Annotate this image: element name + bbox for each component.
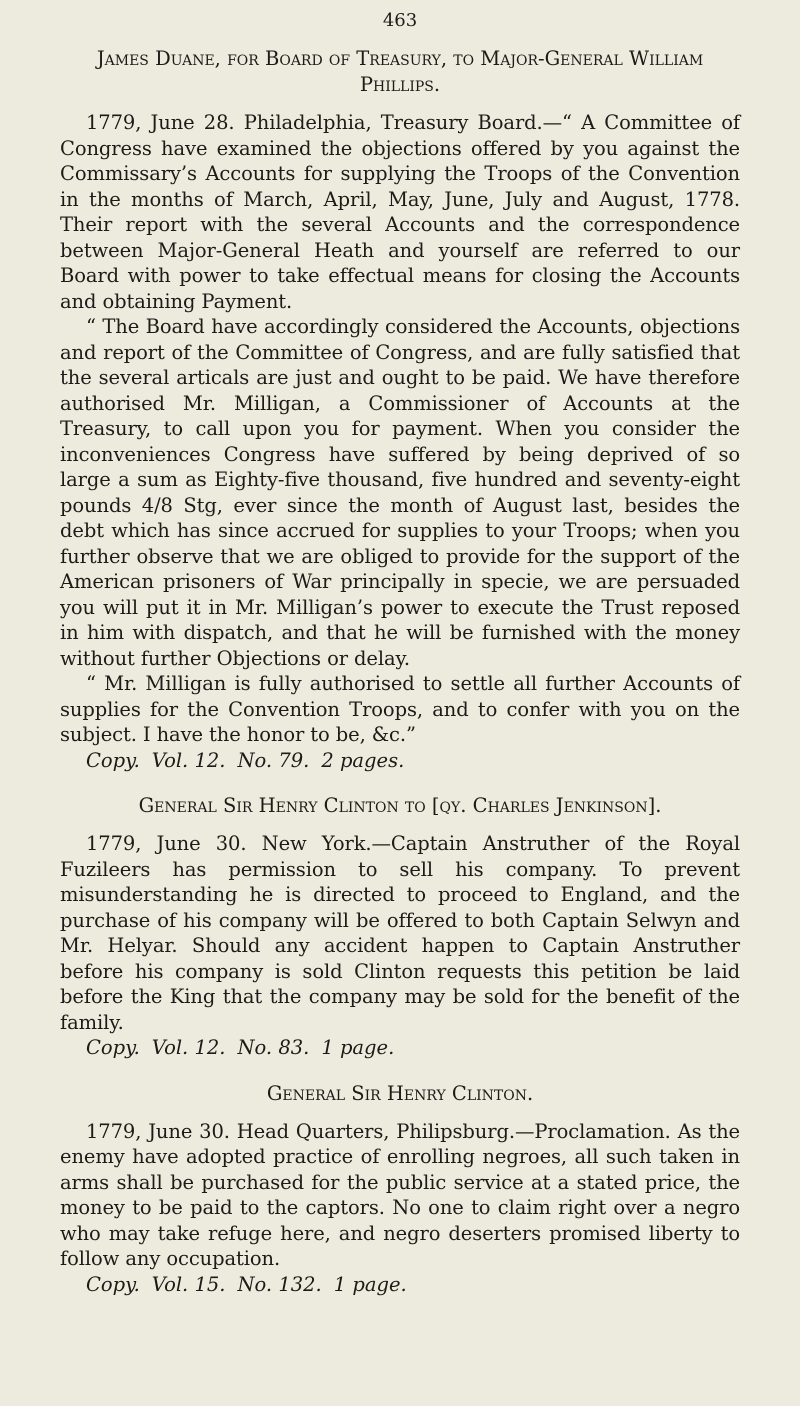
paragraph: “ Mr. Milligan is fully authorised to settle all further Accounts of supplies for the Convention Troops, and to confer with you on the subject. I have the honor to be, &c.” <box>60 672 740 746</box>
paragraph: 1779, June 28. Philadelphia, Treasury Board.—“ A Committee of Congress have examined the objections offered by you against the Commissary’s Accounts for supplying the Troops of the Convention in the months of March, April, May, June, July and August, 1778. Their report with the several Accounts and the correspondence between Major-General Heath and yourself are referred to our Board with power to take effectual means for closing the Accounts and obtaining Payment. <box>60 111 740 313</box>
paragraph: 1779, June 30. Head Quarters, Philipsburg.—Proclamation. As the enemy have adopted practice of enrolling negroes, all such taken in arms shall be purchased for the public service at a stated price, the money to be paid to the captors. No one to claim right over a negro who may take refuge here, and negro deserters promised liberty to follow any occupation. <box>60 1119 740 1270</box>
source-citation <box>60 1035 740 1061</box>
source-pages: 2 pages. <box>321 748 405 772</box>
entry-clinton-to-jenkinson <box>60 793 740 1061</box>
source-number: No. 132. <box>237 1272 322 1296</box>
entry-clinton-proclamation <box>60 1081 740 1298</box>
source-citation <box>60 1272 740 1298</box>
source-number: No. 83. <box>237 1036 310 1059</box>
source-copy: Copy. <box>86 748 140 772</box>
source-number: No. 79. <box>237 748 310 772</box>
paragraph: 1779, June 30. New York.—Captain Anstruther of the Royal Fuzileers has permission to sell his company. To prevent misunderstanding he is directed to proceed to England, and the purchase of his company will be offered to both Captain Selwyn and Mr. Helyar. Should any accident happen to Captain Anstruther before his company is sold Clinton requests this petition be laid before the King that the company may be sold for the benefit of the family. <box>60 832 740 1034</box>
entry-duane-to-phillips <box>60 46 740 773</box>
source-copy: Copy. <box>86 1036 140 1059</box>
source-pages: 1 page. <box>321 1036 395 1059</box>
source-volume: Vol. 12. <box>151 1036 226 1059</box>
source-volume: Vol. 15. <box>151 1272 226 1296</box>
entry-heading: James Duane, for Board of Treasury, to Major-General William Phillips. <box>96 47 704 96</box>
source-pages: 1 page. <box>333 1272 407 1296</box>
source-volume: Vol. 12. <box>151 748 226 772</box>
paragraph: “ The Board have accordingly considered the Accounts, objections and report of the Committee of Congress, and are fully satisfied that the several articals are just and ought to be paid. We have therefore authorised Mr. Milligan, a Commissioner of Accounts at the Treasury, to call upon you for payment. When you consider the inconveniences Congress have suffered by being deprived of so large a sum as Eighty-five thousand, five hundred and seventy-eight pounds 4/8 Stg, ever since the month of August last, besides the debt which has since accrued for supplies to your Troops; when you further observe that we are obliged to provide for the support of the American prisoners of War principally in specie, we are persuaded you will put it in Mr. Milligan’s power to execute the Trust reposed in him with dispatch, and that he will be furnished with the money without further Objections or delay. <box>60 315 740 670</box>
entry-heading: General Sir Henry Clinton. <box>266 1081 534 1105</box>
entry-heading: General Sir Henry Clinton to [qy. Charles Jenkinson]. <box>138 794 662 817</box>
page-number: 463 <box>382 10 418 31</box>
source-citation <box>60 748 740 774</box>
source-copy: Copy. <box>86 1272 140 1296</box>
